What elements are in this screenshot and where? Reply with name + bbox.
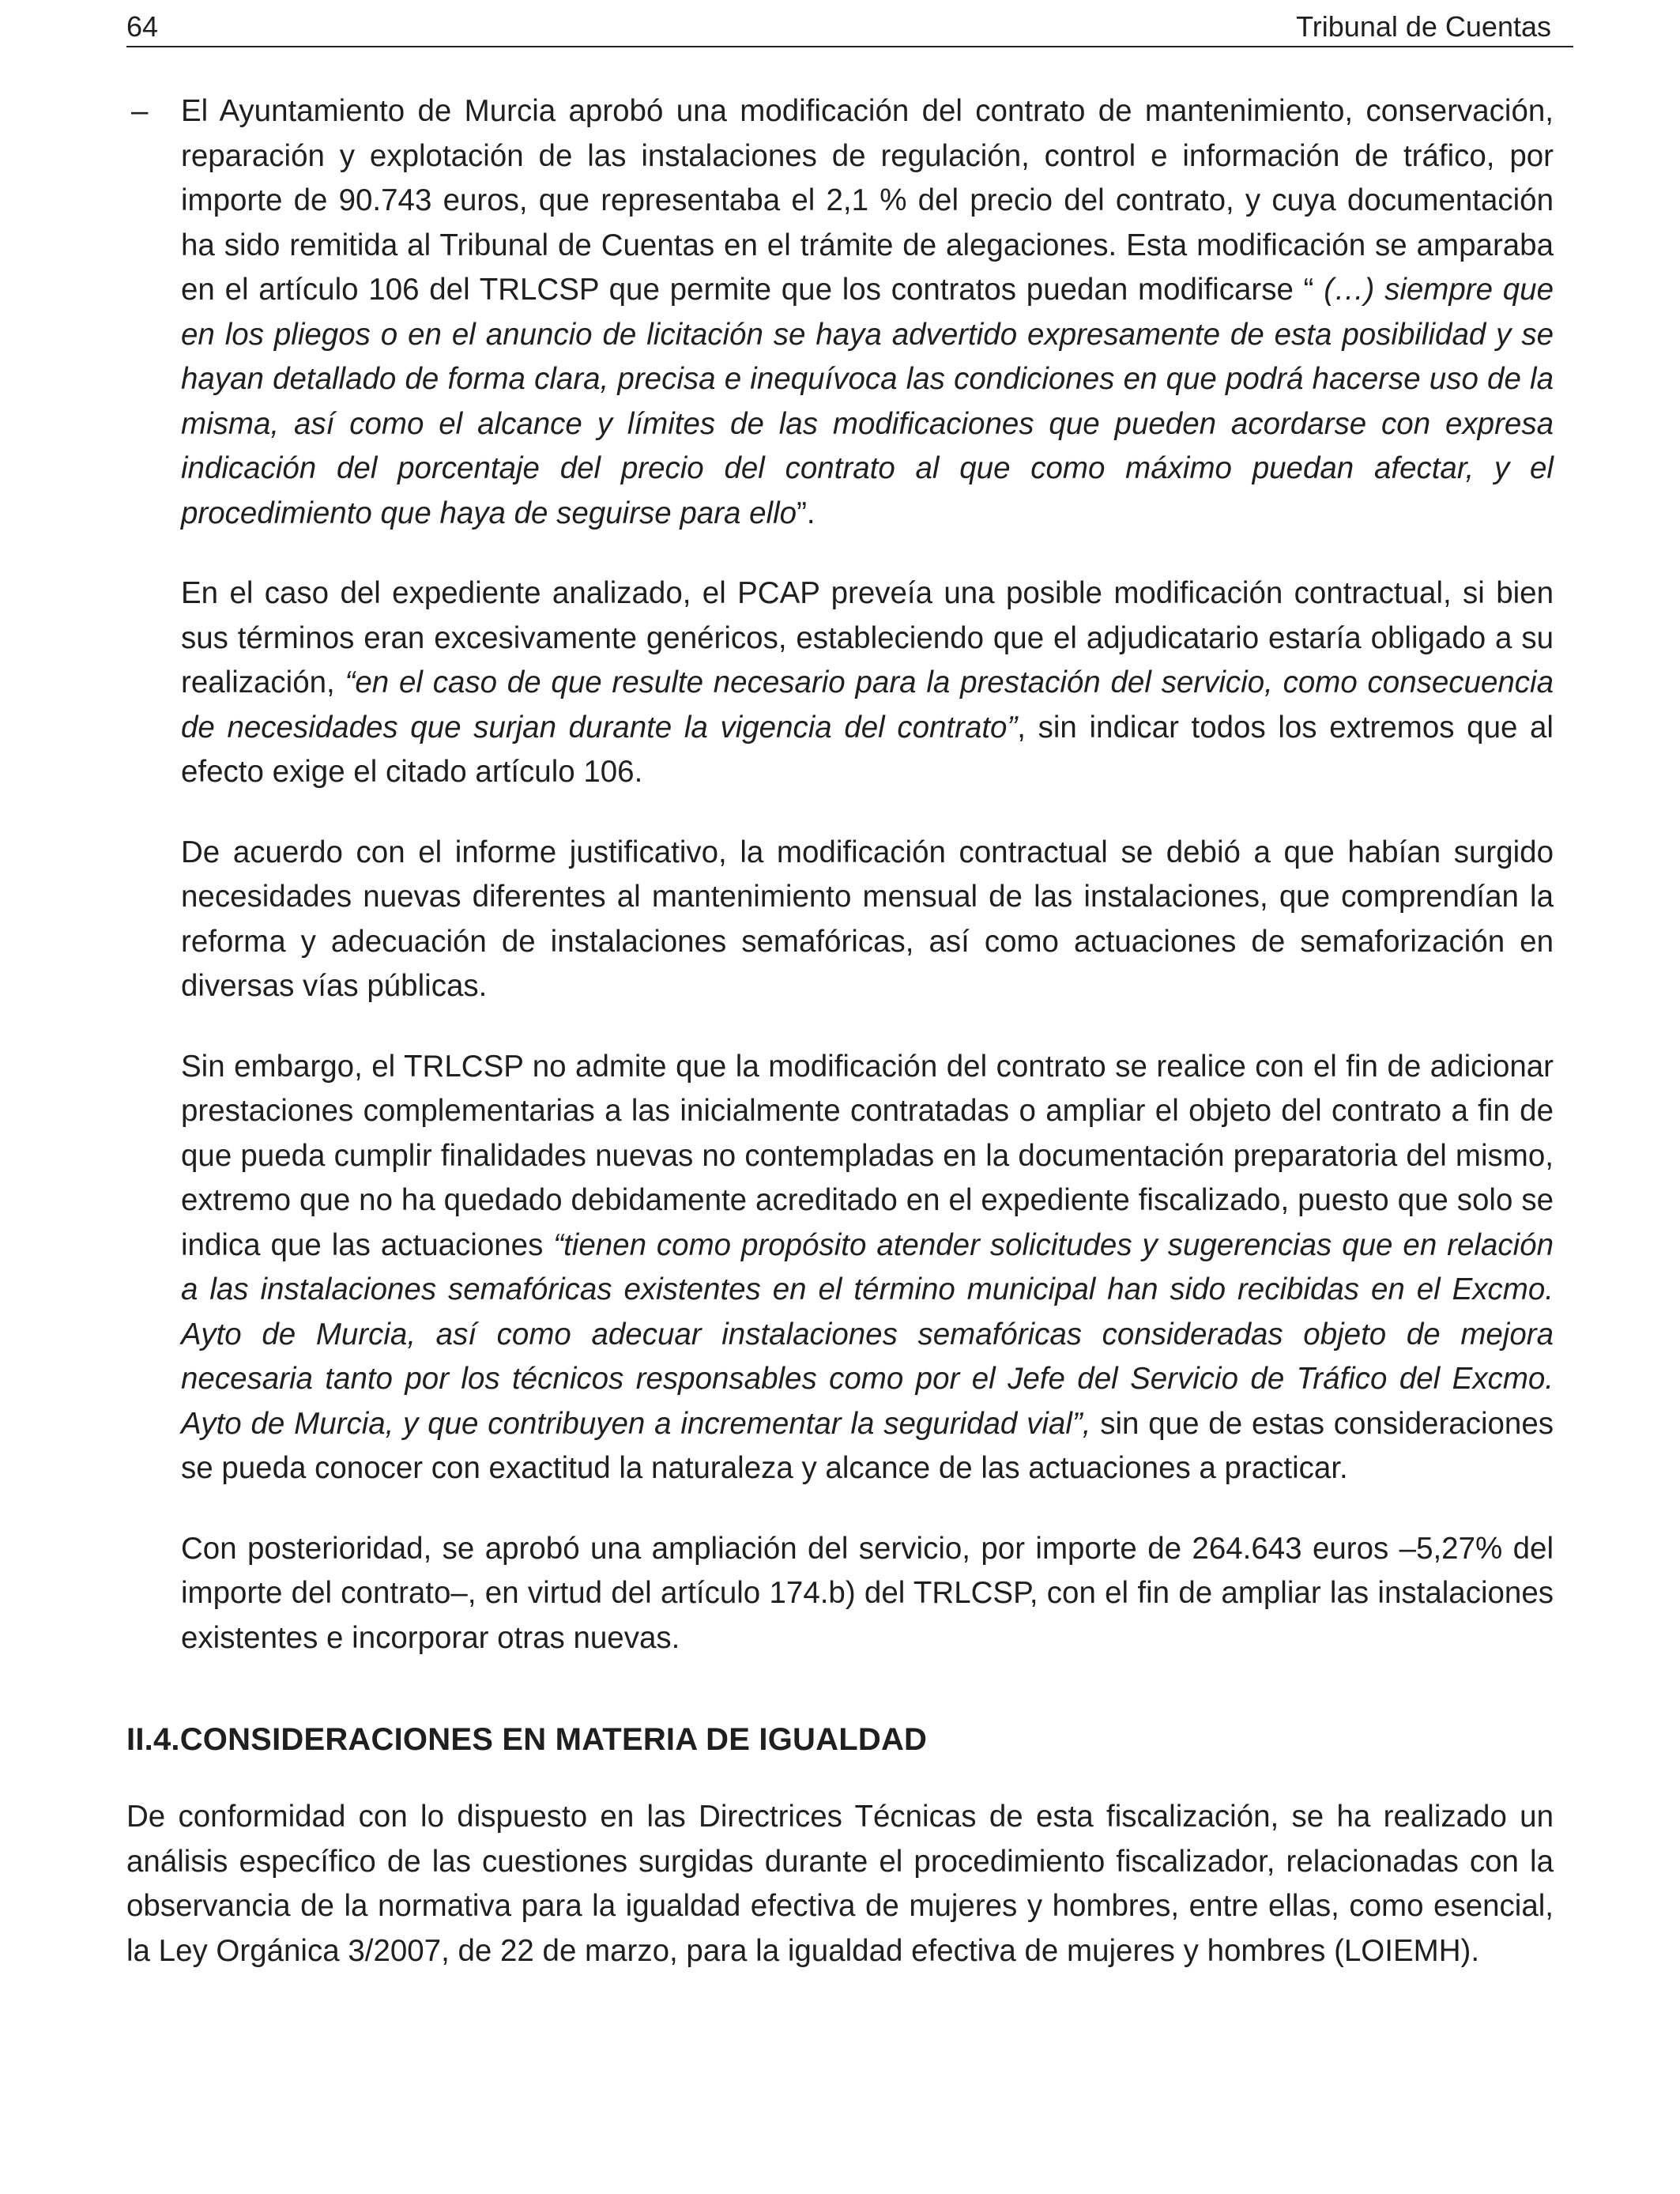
pcap-quote: “en el caso de que resulte necesario para la prestación del servicio, como consecuencia de necesidades que surjan durante la vigencia del contrato” bbox=[181, 665, 1554, 745]
page-number: 64 bbox=[126, 10, 159, 43]
paragraph-pcap bbox=[126, 571, 1554, 795]
paragraph-informe-justificativo bbox=[126, 831, 1554, 1009]
igualdad-text: De conformidad con lo dispuesto en las Directrices Técnicas de esta fiscalización, se ha realizado un análisis específico de las cuestiones surgidas durante el procedimiento fiscalizador, relacionadas con la observancia de la normativa para la igualdad efectiva de mujeres y hombres, entre ellas, como esencial, la Ley Orgánica 3/2007, de 22 de marzo, para la igualdad efectiva de mujeres y hombres (LOIEMH). bbox=[126, 1800, 1554, 1968]
informe-text: De acuerdo con el informe justificativo, la modificación contractual se debió a que habían surgido necesidades nuevas diferentes al mantenimiento mensual de las instalaciones, que comprendían la reforma y adecuación de instalaciones semafóricas, así como actuaciones de semaforización en diversas vías públicas. bbox=[181, 835, 1554, 1003]
paragraph-igualdad bbox=[126, 1795, 1554, 1973]
document-body bbox=[126, 89, 1554, 1973]
bullet-text-intro: El Ayuntamiento de Murcia aprobó una modificación del contrato de mantenimiento, conservación, reparación y explotación de las instalaciones de regulación, control e información de tráfico, por importe de 90.743 euros, que representaba el 2,1 % del precio del contrato, y cuya documentación ha sido remitida al Tribunal de Cuentas en el trámite de alegaciones. Esta modificación se amparaba en el artículo 106 del TRLCSP que permite que los contratos puedan modificarse “ bbox=[181, 94, 1554, 307]
paragraph-ampliacion bbox=[126, 1527, 1554, 1661]
section-heading: II.4.CONSIDERACIONES EN MATERIA DE IGUALDAD bbox=[126, 1722, 928, 1757]
pcap-text-close: , sin indicar todos los extremos que al efecto exige el citado artículo 106. bbox=[181, 710, 1554, 789]
sin-embargo-quote: “tienen como propósito atender solicitudes y sugerencias que en relación a las instalaciones semafóricas existentes en el término municipal han sido recibidas en el Excmo. Ayto de Murcia, así como adecuar instalaciones semafóricas consideradas objeto de mejora necesaria tanto por los técnicos responsables como por el Jefe del Servicio de Tráfico del Excmo. Ayto de Murcia, y que contribuyen a incrementar la seguridad vial”, bbox=[181, 1227, 1554, 1441]
paragraph-sin-embargo bbox=[126, 1045, 1554, 1491]
bullet-dash: – bbox=[131, 94, 149, 128]
header-organization: Tribunal de Cuentas bbox=[1296, 10, 1551, 43]
ampliacion-text: Con posterioridad, se aprobó una ampliación del servicio, por importe de 264.643 euros –5,27% del importe del contrato–, en virtud del artículo 174.b) del TRLCSP, con el fin de ampliar las instalaciones existentes e incorporar otras nuevas. bbox=[181, 1531, 1554, 1655]
sin-embargo-text-close: sin que de estas consideraciones se pueda conocer con exactitud la naturaleza y alcance de las actuaciones a practicar. bbox=[181, 1406, 1554, 1485]
pcap-text-intro: En el caso del expediente analizado, el PCAP preveía una posible modificación contractual, si bien sus términos eran excesivamente genéricos, estableciendo que el adjudicatario estaría obligado a su realización, bbox=[181, 576, 1554, 699]
bullet-quote-article-106: (…) siempre que en los pliegos o en el anuncio de licitación se haya advertido expresamente de esta posibilidad y se hayan detallado de forma clara, precisa e inequívoca las condiciones en que podrá hacerse uso de la misma, así como el alcance y límites de las modificaciones que pueden acordarse con expresa indicación del porcentaje del precio del contrato al que como máximo puedan afectar, y el procedimiento que haya de seguirse para ello bbox=[181, 273, 1554, 530]
bullet-text-close: ”. bbox=[797, 496, 816, 530]
bullet-paragraph-modificacion bbox=[126, 89, 1554, 536]
sin-embargo-text-intro: Sin embargo, el TRLCSP no admite que la modificación del contrato se realice con el fin de adicionar prestaciones complementarias a las inicialmente contratadas o ampliar el objeto del contrato a fin de que pueda cumplir finalidades nuevas no contempladas en la documentación preparatoria del mismo, extremo que no ha quedado debidamente acreditado en el expediente fiscalizado, puesto que solo se indica que las actuaciones bbox=[181, 1049, 1554, 1262]
page-header bbox=[126, 8, 1573, 47]
